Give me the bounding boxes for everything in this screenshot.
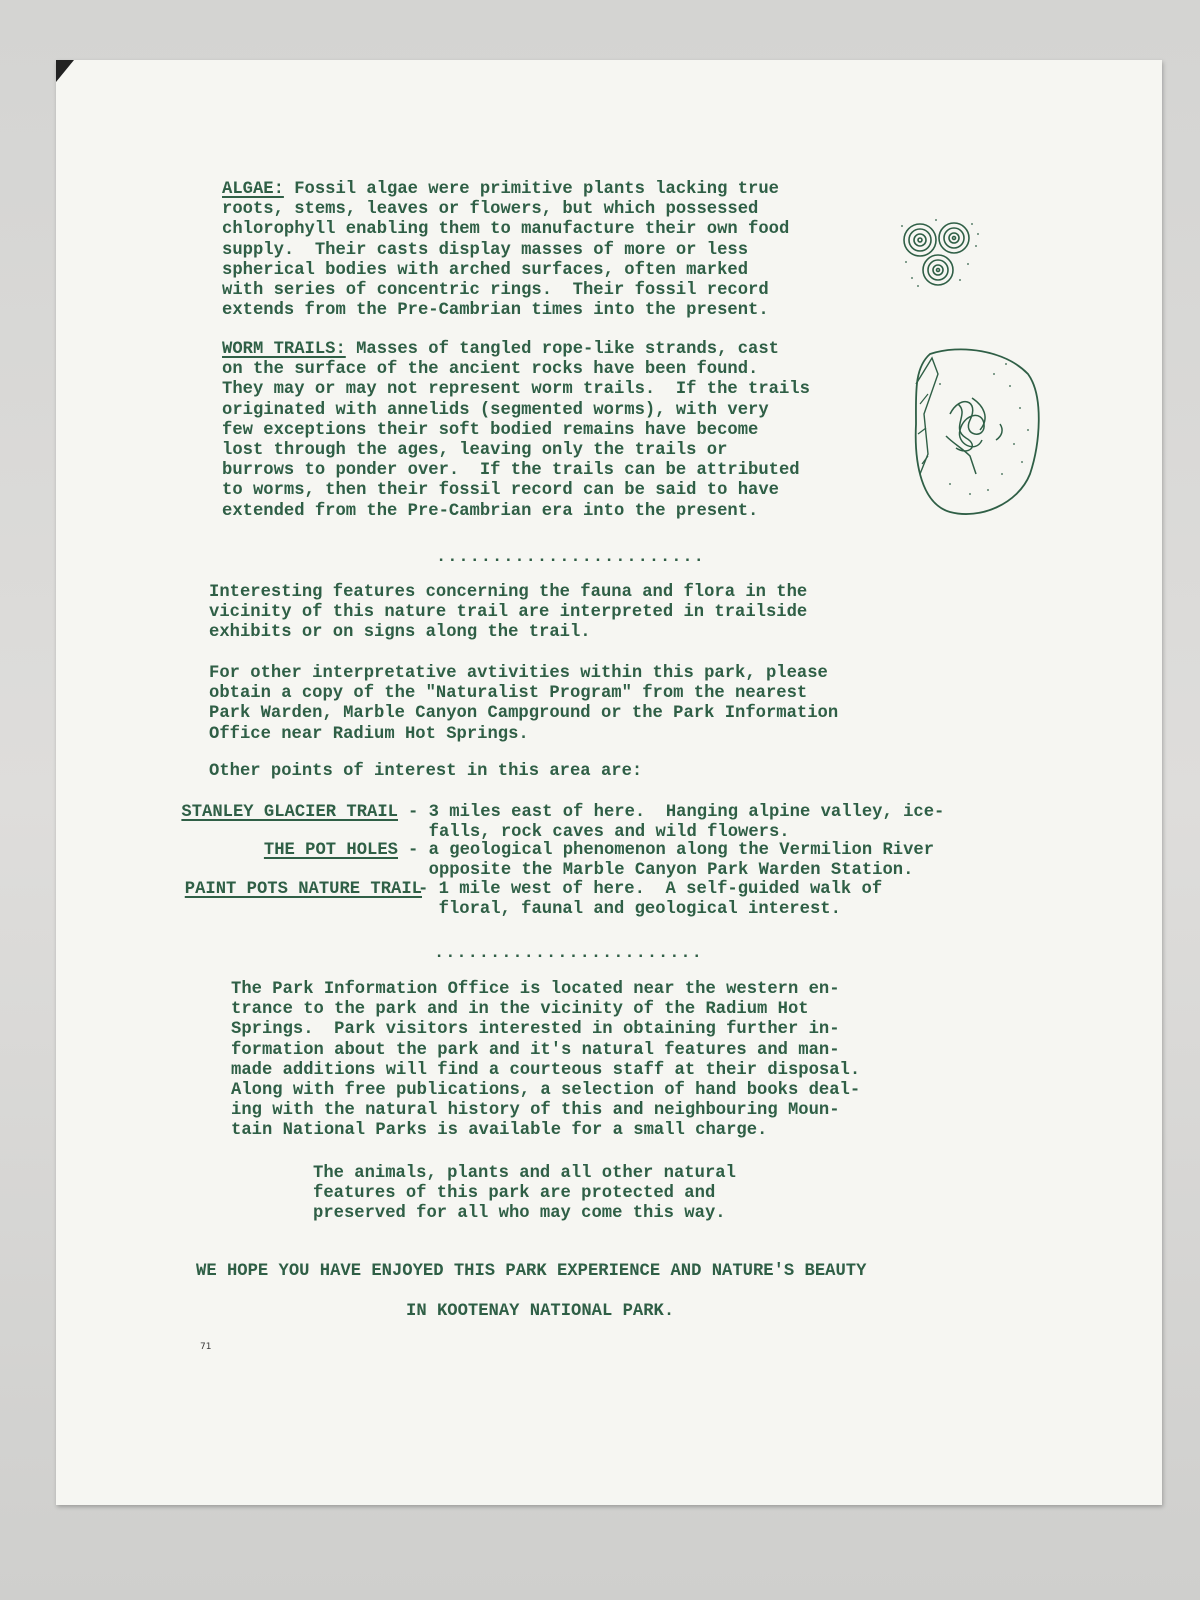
worm-line-0: Masses of tangled rope-like strands, cast bbox=[345, 340, 779, 359]
algae-line-4: spherical bodies with arched surfaces, often marked bbox=[222, 260, 749, 280]
worm-line-7: to worms, then their fossil record can be said to have bbox=[222, 481, 779, 501]
algae-line-0: Fossil algae were primitive plants lacking true bbox=[283, 180, 779, 199]
algae-line-3: supply. Their casts display masses of more or less bbox=[222, 240, 749, 260]
point-desc-stanley: - 3 miles east of here. Hanging alpine valley, ice- falls, rock caves and wild flowers. bbox=[408, 803, 945, 843]
worm-line-1: on the surface of the ancient rocks have been found. bbox=[222, 360, 759, 380]
worm-line-4: few exceptions their soft bodied remains have become bbox=[222, 420, 759, 440]
closing-line-2: IN KOOTENAY NATIONAL PARK. bbox=[406, 1302, 675, 1321]
worm-trails-fossil-illustration bbox=[910, 344, 1046, 520]
algae-line-5: with series of concentric rings. Their fossil record bbox=[222, 281, 769, 301]
algae-heading: ALGAE: bbox=[222, 180, 284, 199]
algae-paragraph bbox=[222, 180, 789, 321]
point-name-pot-holes: THE POT HOLES bbox=[263, 841, 398, 860]
page-number: 71 bbox=[200, 1342, 212, 1352]
closing-line-1: WE HOPE YOU HAVE ENJOYED THIS PARK EXPERIENCE AND NATURE'S BEAUTY bbox=[196, 1262, 867, 1281]
worm-trails-paragraph bbox=[222, 340, 810, 522]
worm-line-6: burrows to ponder over. If the trails can be attributed bbox=[222, 461, 800, 481]
algae-line-1: roots, stems, leaves or flowers, but which possessed bbox=[222, 200, 759, 220]
separator-dots-2: ........................ bbox=[434, 944, 703, 963]
info-office-paragraph: The Park Information Office is located near the western en- trance to the park and in the vicinity of the Radium Hot Springs. Park visitors interested in obtaining further in- formation about the park and it's natural features and man- made additions will find a courteous staff at their disposal. Along with free publications, a selection of hand books deal- ing with the natural history of this and neighbouring Moun- tain National Parks is available for a small charge. bbox=[231, 980, 861, 1141]
interpretive-paragraph: For other interpretative avtivities within this park, please obtain a copy of the "Naturalist Program" from the nearest Park Warden, Marble Canyon Campground or the Park Information Office near Radium Hot Springs. bbox=[209, 664, 839, 744]
other-points-intro: Other points of interest in this area are: bbox=[209, 762, 643, 781]
worm-line-5: lost through the ages, leaving only the trails or bbox=[222, 441, 728, 461]
algae-fossil-illustration bbox=[898, 216, 984, 292]
worm-line-3: originated with annelids (segmented worms), with very bbox=[222, 400, 769, 420]
algae-line-2: chlorophyll enabling them to manufacture their own food bbox=[222, 220, 790, 240]
worm-line-2: They may or may not represent worm trails. If the trails bbox=[222, 380, 810, 400]
point-desc-paint-pots: - 1 mile west of here. A self-guided walk of floral, faunal and geological interest. bbox=[418, 880, 883, 920]
point-desc-pot-holes: - a geological phenomenon along the Vermilion River opposite the Marble Canyon Park Warden Station. bbox=[408, 841, 935, 881]
separator-dots: ........................ bbox=[436, 548, 705, 567]
features-paragraph: Interesting features concerning the fauna and flora in the vicinity of this nature trail are interpreted in trailside exhibits or on signs along the trail. bbox=[209, 583, 808, 643]
worm-line-8: extended from the Pre-Cambrian era into the present. bbox=[222, 501, 759, 521]
algae-line-6: extends from the Pre-Cambrian times into the present. bbox=[222, 301, 769, 321]
worm-trails-heading: WORM TRAILS: bbox=[222, 340, 346, 359]
protection-paragraph: The animals, plants and all other natural features of this park are protected and preserved for all who may come this way. bbox=[313, 1164, 736, 1224]
point-name-stanley: STANLEY GLACIER TRAIL bbox=[181, 803, 398, 822]
point-name-paint-pots: PAINT POTS NATURE TRAIL bbox=[184, 880, 422, 899]
